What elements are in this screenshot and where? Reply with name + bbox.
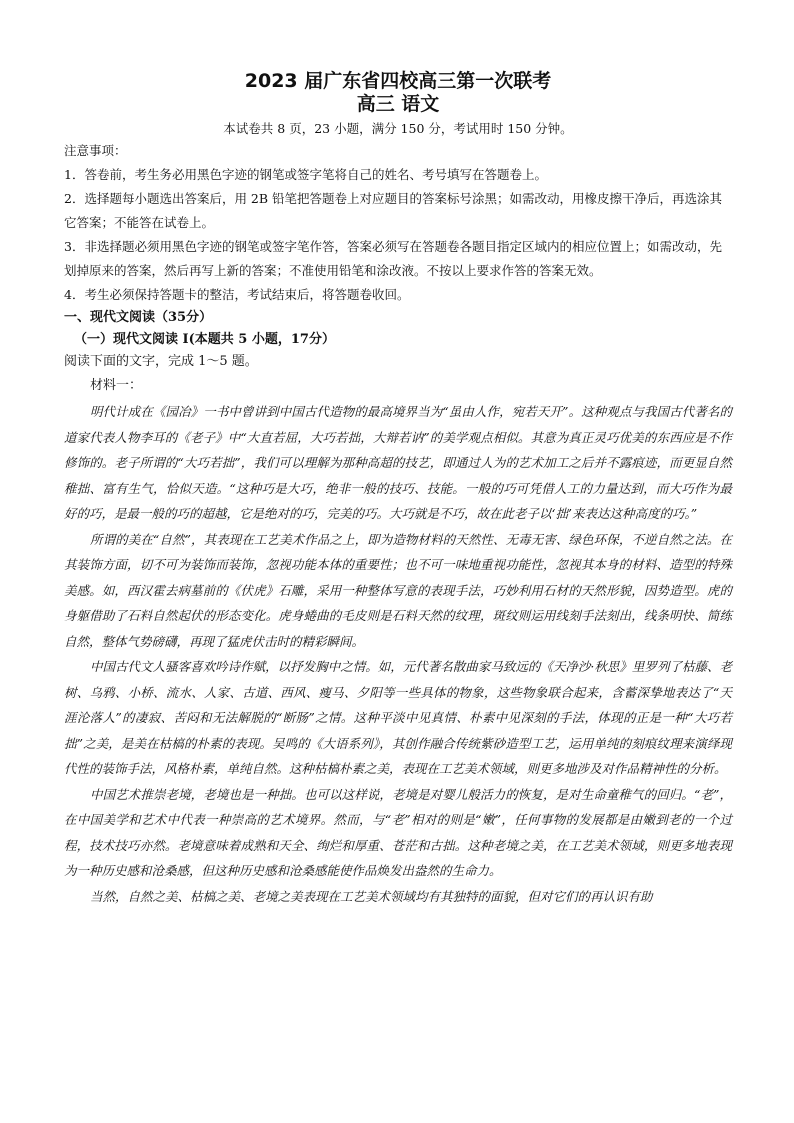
exam-subtitle: 高三 语文 xyxy=(356,93,440,115)
passage-paragraph-3: 中国古代文人骚客喜欢吟诗作赋，以抒发胸中之情。如，元代著名散曲家马致远的《天净沙·秋思》里罗列了枯藤、老树、乌鸦、小桥、流水、人家、古道、西风、瘦马、夕阳等一些具体的物象，这些物象联合起来，含蓄深挚地表达了“天涯沦落人”的凄寂、苦闷和无法解脱的“断肠”之情。这种平淡中见真情、朴素中见深刻的手法，体现的正是一种“大巧若拙”之美，是美在枯槁的朴素的表现。吴鸣的《大语系列》，其创作融合传统紫砂造型工艺，运用单纯的刻痕纹理来演绎现代性的装饰手法，风格朴素，单纯自然。这种枯槁朴素之美，表现在工艺美术领域，则更多地涉及对作品精神性的分析。 xyxy=(64,659,732,776)
notes-heading: 注意事项： xyxy=(64,143,127,158)
note-item-1: 1．答卷前，考生务必用黑色字迹的钢笔或签字笔将自己的姓名、考号填写在答题卷上。 xyxy=(64,167,547,182)
section-heading: 一、现代文阅读（35分） xyxy=(64,310,213,325)
reading-instruction: 阅读下面的文字，完成 1～5 题。 xyxy=(64,354,258,369)
passage xyxy=(64,399,732,909)
notes-block xyxy=(64,139,732,307)
passage-paragraph-1: 明代计成在《园冶》一书中曾讲到中国古代造物的最高境界当为“虽由人作，宛若天开”。这种观点与我国古代著名的道家代表人物李耳的《老子》中“大直若屈，大巧若拙，大辩若讷”的美学观点相似。其意为真正灵巧优美的东西应是不作修饰的。老子所谓的“大巧若拙”，我们可以理解为那种高超的技艺，即通过人为的艺术加工之后并不露痕迹，而更显自然稚拙、富有生气，恰似天造。“这种巧是大巧，绝非一般的技巧、技能。一般的巧可凭借人工的力量达到，而大巧作为最好的巧，是最一般的巧的超越，它是绝对的巧，完美的巧。大巧就是不巧，故在此老子以‘拙’来表达这种高度的巧。” xyxy=(64,404,732,521)
material-label: 材料一： xyxy=(90,378,143,393)
note-item-3: 3．非选择题必须用黑色字迹的钢笔或签字笔作答，答案必须写在答题卷各题目指定区域内的相应位置上；如需改动，先划掉原来的答案，然后再写上新的答案；不准使用铅笔和涂改液。不按以上要求作答的答案无效。 xyxy=(64,239,722,278)
passage-paragraph-2: 所谓的美在“自然”，其表现在工艺美术作品之上，即为造物材料的天然性、无毒无害、绿色环保，不逆自然之法。在其装饰方面，切不可为装饰而装饰，忽视功能本体的重要性；也不可一味地重视功能性，忽视其本身的材料、造型的特殊美感。如，西汉霍去病墓前的《伏虎》石雕，采用一种整体写意的表现手法，巧妙利用石材的天然形貌，因势造型。虎的身躯借助了石料自然起伏的形态变化。虎身蜷曲的毛皮则是石料天然的纹理，斑纹则运用线刻手法刻出，线条明快、简练自然，整体气势磅礴，再现了猛虎伏击时的精彩瞬间。 xyxy=(64,531,732,649)
passage-paragraph-5: 当然，自然之美、枯槁之美、老境之美表现在工艺美术领域均有其独特的面貌，但对它们的再认识有助 xyxy=(90,888,653,904)
passage-paragraph-4: 中国艺术推崇老境，老境也是一种拙。也可以这样说，老境是对婴儿般活力的恢复，是对生命童稚气的回归。“老”，在中国美学和艺术中代表一种崇高的艺术境界。然而，与“老”相对的则是“嫩”，任何事物的发展都是由嫩到老的一个过程，技术技巧亦然。老境意味着成熟和天全、绚烂和厚重、苍茫和古拙。这种老境之美，在工艺美术领域，则更多地表现为一种历史感和沧桑感，但这种历史感和沧桑感能使作品焕发出盎然的生命力。 xyxy=(64,786,732,878)
exam-title: 2023 届广东省四校高三第一次联考 xyxy=(244,70,552,92)
subsection-heading: （一）现代文阅读 I(本题共 5 小题，17分） xyxy=(74,332,335,347)
note-item-4: 4．考生必须保持答题卡的整洁，考试结束后，将答题卷收回。 xyxy=(64,287,410,302)
note-item-2: 2．选择题每小题选出答案后，用 2B 铅笔把答题卷上对应题目的答案标号涂黑；如需改动，用橡皮擦干净后，再选涂其它答案；不能答在试卷上。 xyxy=(64,191,723,230)
exam-intro: 本试卷共 8 页，23 小题，满分 150 分，考试用时 150 分钟。 xyxy=(223,121,573,136)
